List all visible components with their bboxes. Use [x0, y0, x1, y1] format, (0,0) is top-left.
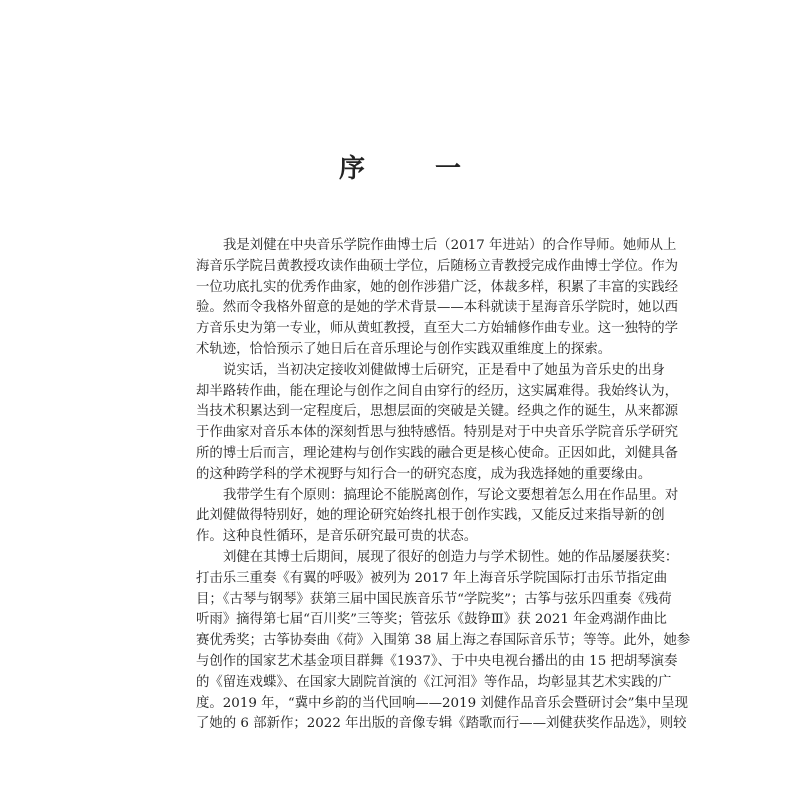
text-line: 度。2019 年，“冀中乡韵的当代回响——2019 刘健作品音乐会暨研讨会”集中呈现 [196, 695, 689, 711]
text-line: 所的博士后而言，理论建构与创作实践的融合更是核心使命。正因如此，刘健具备 [196, 445, 679, 461]
text-line: 却半路转作曲，能在理论与创作之间自由穿行的经历，这实属难得。我始终认为， [196, 383, 679, 399]
paragraph [196, 548, 691, 735]
text-line: 了她的 6 部新作；2022 年出版的音像专辑《踏歌而行——刘健获奖作品选》，则较 [196, 716, 687, 732]
text-line: 海音乐学院吕黄教授攻读作曲硕士学位，后随杨立青教授完成作曲博士学位。作为 [196, 258, 679, 274]
text-line: 方音乐史为第一专业，师从黄虹教授，直至大二方始辅修作曲专业。这一独特的学 [196, 321, 679, 337]
text-line: 打击乐三重奏《有翼的呼吸》被列为 2017 年上海音乐学院国际打击乐节指定曲 [196, 570, 668, 586]
text-line: 的这种跨学科的学术视野与知行合一的研究态度，成为我选择她的重要缘由。 [196, 466, 652, 482]
text-line: 刘健在其博士后期间，展现了很好的创造力与学术韧性。她的作品屡屡获奖： [223, 549, 679, 565]
text-line: 作。这种良性循环，是音乐研究最可贵的状态。 [196, 529, 478, 545]
text-line: 此刘健做得特别好，她的理论研究始终扎根于创作实践，又能反过来指导新的创 [196, 508, 665, 524]
text-line: 当技术积累达到一定程度后，思想层面的突破是关键。经典之作的诞生，从来都源 [196, 404, 679, 420]
text-line: 于作曲家对音乐本体的深刻哲思与独特感悟。特别是对于中央音乐学院音乐学研究 [196, 425, 679, 441]
text-line: 听雨》摘得第七届“百川奖”三等奖；管弦乐《鼓铮Ⅲ》获 2021 年金鸡湖作曲比 [196, 612, 667, 628]
paragraph [196, 361, 679, 486]
text-line: 验。然而令我格外留意的是她的学术背景——本科就读于星海音乐学院时，她以西 [196, 300, 679, 316]
text-line: 我带学生有个原则：搞理论不能脱离创作，写论文要想着怎么用在作品里。对 [223, 487, 679, 503]
preface-body [196, 236, 691, 735]
text-line: 我是刘健在中央音乐学院作曲博士后（2017 年进站）的合作导师。她师从上 [223, 238, 677, 253]
paragraph [196, 486, 679, 548]
text-line: 说实话，当初决定接收刘健做博士后研究，正是看中了她虽为音乐史的出身 [223, 362, 665, 378]
text-line: 赛优秀奖；古筝协奏曲《荷》入围第 38 届上海之春国际音乐节；等等。此外，她参 [196, 633, 691, 649]
text-line: 与创作的国家艺术基金项目群舞《1937》、于中央电视台播出的由 15 把胡琴演奏 [196, 653, 678, 669]
text-line: 一位功底扎实的优秀作曲家，她的创作涉猎广泛，体裁多样，积累了丰富的实践经 [196, 279, 679, 295]
text-line: 术轨迹，恰恰预示了她日后在音乐理论与创作实践双重维度上的探索。 [196, 341, 612, 357]
page-title: 序 一 [338, 154, 483, 184]
text-line: 目；《古琴与钢琴》获第三届中国民族音乐节“学院奖”；古筝与弦乐四重奏《残荷 [196, 591, 672, 607]
text-line: 的《留连戏蝶》、在国家大剧院首演的《江河泪》等作品，均彰显其艺术实践的广 [196, 674, 672, 690]
paragraph [196, 236, 679, 361]
